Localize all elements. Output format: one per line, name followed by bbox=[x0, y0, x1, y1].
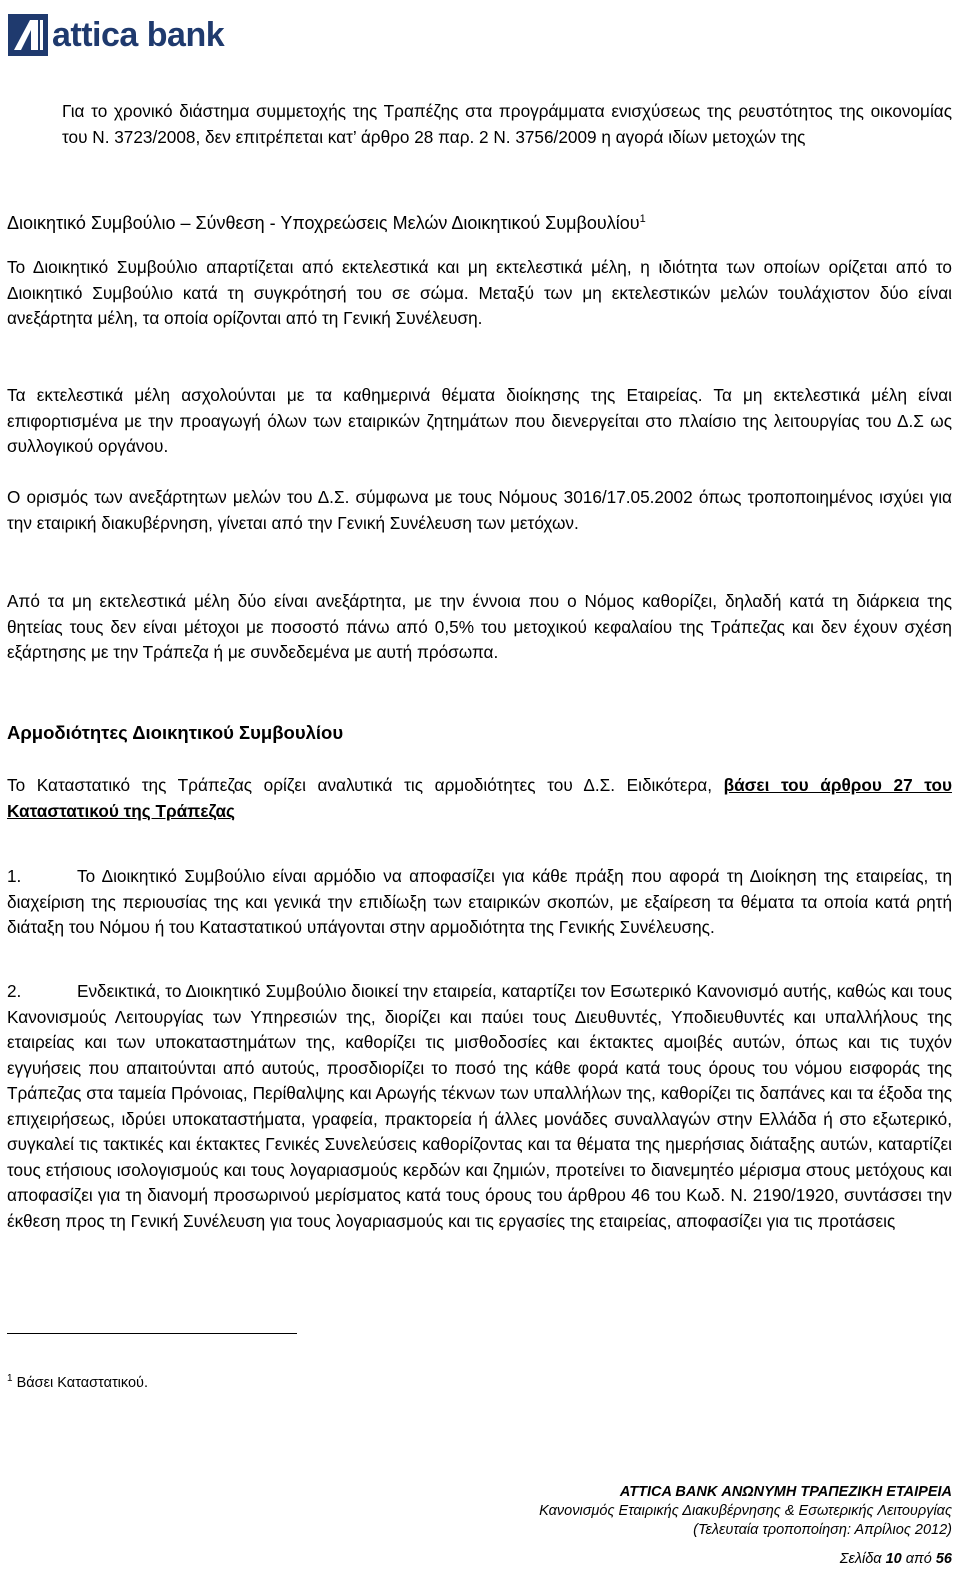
lead-text: Το Καταστατικό της Τράπεζας ορίζει αναλυτικά τις αρμοδιότητες του Δ.Σ. Ειδικότερα, bbox=[7, 775, 712, 795]
attica-bank-logo bbox=[8, 14, 224, 56]
footer-revision: (Τελευταία τροποποίηση: Απρίλιος 2012) bbox=[693, 1522, 952, 1538]
list-item bbox=[7, 979, 952, 1234]
footnote-number: 1 bbox=[7, 1372, 13, 1384]
footnote-reference[interactable]: 1 bbox=[639, 213, 646, 225]
responsibilities-lead-paragraph bbox=[7, 773, 952, 824]
board-composition-paragraph: Το Διοικητικό Συμβούλιο απαρτίζεται από εκτελεστικά και μη εκτελεστικά μέλη, η ιδιότητα των οποίων ορίζεται από το Διοικητικό Συμβούλιο κατά τη συγκρότησή του σε σώμα. Μεταξύ των μη εκτελεστικών μελών τουλάχιστον δύο είναι ανεξάρτητα μέλη, τα οποία ορίζονται από τη Γενική Συνέλευση. bbox=[7, 257, 952, 328]
executive-members-paragraph: Τα εκτελεστικά μέλη ασχολούνται με τα καθημερινά θέματα διοίκησης της Εταιρείας. Τα μη εκτελεστικά μέλη είναι επιφορτισμένα με την προαγωγή όλων των εταιρικών ζητημάτων που διενεργείται στο πλαίσιο της λειτουργίας του Δ.Σ ως συλλογικού οργάνου. bbox=[7, 385, 952, 456]
page-number bbox=[252, 1550, 952, 1569]
list-item-text: Το Διοικητικό Συμβούλιο είναι αρμόδιο να αποφασίζει για κάθε πράξη που αφορά τη Διοίκηση της εταιρείας, τη διαχείριση της περιουσίας της και γενικά την επιδίωξη των εταιρικών σκοπών, με εξαίρεση τα θέματα τα οποία κατά ρητή διάταξη του Νόμου ή του Καταστατικού υπάγονται στην αρμοδιότητα της Γενικής Συνέλευσης. bbox=[7, 866, 952, 937]
section-heading-board bbox=[7, 207, 952, 237]
page-of: από bbox=[905, 1551, 932, 1567]
footer-company: ATTICA BANK ΑΝΩΝΥΜΗ ΤΡΑΠΕΖΙΚΗ ΕΤΑΙΡΕΙΑ bbox=[619, 1484, 952, 1500]
footnote-divider bbox=[7, 1333, 297, 1334]
page-current: 10 bbox=[885, 1551, 902, 1567]
independent-members-paragraph: Ο ορισμός των ανεξάρτητων μελών του Δ.Σ. σύμφωνα με τους Νόμους 3016/17.05.2002 όπως τροποποιημένος ισχύει για την εταιρική διακυβέρνηση, γίνεται από την Γενική Συνέλευση των μετόχων. bbox=[7, 487, 952, 533]
footnote bbox=[7, 1370, 148, 1392]
list-item-number: 2. bbox=[7, 981, 22, 1001]
page-total: 56 bbox=[935, 1551, 952, 1567]
independence-criteria-paragraph: Από τα μη εκτελεστικά μέλη δύο είναι ανεξάρτητα, με την έννοια που ο Νόμος καθορίζει, δηλαδή κατά τη διάρκεια της θητείας τους δεν είναι μέτοχοι με ποσοστό πάνω από 0,5% του μετοχικού κεφαλαίου της Τράπεζας και δεν έχουν σχέση εξάρτησης με την Τράπεζα ή με συνδεδεμένα με αυτή πρόσωπα. bbox=[7, 591, 952, 662]
page-label: Σελίδα bbox=[839, 1551, 882, 1567]
brand-name: attica bank bbox=[52, 16, 225, 54]
intro-paragraph: Για το χρονικό διάστημα συμμετοχής της Τραπέζης στα προγράμματα ενισχύσεως της ρευστότητος της οικονομίας του Ν. 3723/2008, δεν επιτρέπεται κατ’ άρθρο 28 παρ. 2 Ν. 3756/2009 η αγορά ιδίων μετοχών της bbox=[62, 101, 952, 147]
attica-logo-icon bbox=[8, 14, 48, 56]
list-item-text: Ενδεικτικά, το Διοικητικό Συμβούλιο διοικεί την εταιρεία, καταρτίζει τον Εσωτερικό Κανονισμό αυτής, καθώς και τους Κανονισμούς Λειτουργίας των Υπηρεσιών της, διορίζει και παύει τους Διευθυντές, Υποδιευθυντές και υπαλλήλους της εταιρείας και των υποκαταστημάτων της, καθορίζει τις μισθοδοσίες και έκτακτες αμοιβές αυτών, όπως και τις τυχόν εγγυήσεις που απαιτούνται από αυτούς, προσδιορίζει το ποσό της κάθε φορά κατά τους όρους του νόμου εισφοράς της Τράπεζας στα ταμεία Πρόνοιας, Περίθαλψης και Αρωγής τέκνων των υπαλλήλων της, καθορίζει τις δαπάνες και τα έξοδα της επιχειρήσεως, ιδρύει υποκαταστήματα, γραφεία, πρακτορεία ή άλλες μονάδες συναλλαγών στην Ελλάδα ή στο εξωτερικό, συγκαλεί τις τακτικές και έκτακτες Γενικές Συνελεύσεις καθορίζοντας και τα θέματα της ημερήσιας διάταξης αυτών, καταρτίζει τους ετήσιους ισολογισμούς και τους λογαριασμούς κερδών και ζημιών, προτείνει το διανεμητέο μέρισμα στους μετόχους και αποφασίζει για τη διανομή προσωρινού μερίσματος κατά τους όρους του άρθρου 46 του Κωδ. Ν. 2190/1920, συντάσσει την έκθεση προς τη Γενική Συνέλευση για τους λογαριασμούς και τις εργασίες της εταιρείας, αποφασίζει για τις προτάσεις bbox=[7, 981, 952, 1231]
footer-document-title: Κανονισμός Εταιρικής Διακυβέρνησης & Εσωτερικής Λειτουργίας bbox=[539, 1503, 952, 1519]
section-heading-board-text: Διοικητικό Συμβούλιο – Σύνθεση - Υποχρεώσεις Μελών Διοικητικού Συμβουλίου bbox=[7, 213, 640, 233]
section-heading-responsibilities: Αρμοδιότητες Διοικητικού Συμβουλίου bbox=[7, 722, 344, 743]
footnote-text: Βάσει Καταστατικού. bbox=[16, 1374, 148, 1391]
lead-underlined-text: βάσει του άρθρου 27 του Καταστατικού της Τράπεζας bbox=[7, 775, 952, 821]
list-item bbox=[7, 864, 952, 941]
list-item-number: 1. bbox=[7, 866, 22, 886]
